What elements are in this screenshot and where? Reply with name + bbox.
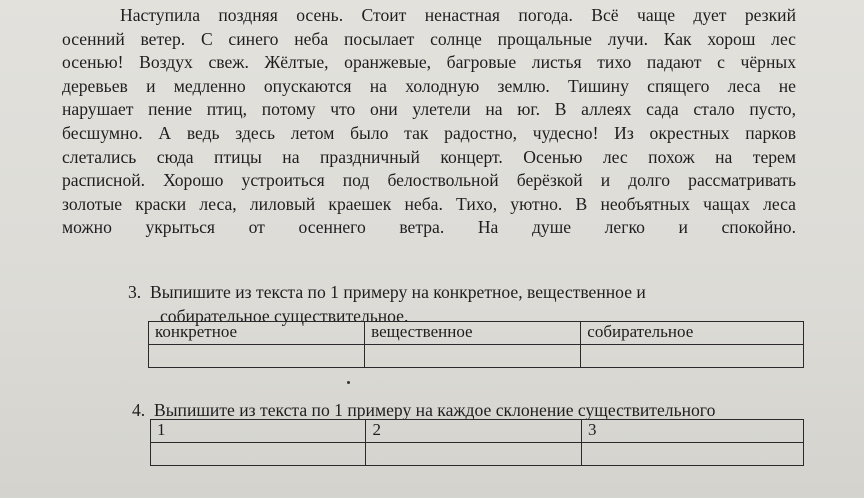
task-3-text-cont: собирательное существительное. — [160, 306, 409, 326]
passage-line: слетались сюда птицы на праздничный концерт. Осенью лес похож на терем — [62, 146, 796, 167]
passage-line: осенью! Воздух свеж. Жёлтые, оранжевые, багровые листья тихо падают с чёрных — [62, 52, 796, 73]
passage-line: нарушает пение птиц, потому что они улетели на юг. В аллеях сада стало пусто, — [62, 99, 796, 120]
table-header-cell: 1 — [151, 420, 366, 443]
task-4-text: Выпишите из текста по 1 примеру на каждое склонение существительного — [154, 400, 716, 420]
answer-cell[interactable] — [151, 443, 366, 466]
passage-line: можно укрыться от осеннего ветра. На душе легко и спокойно. — [62, 217, 796, 238]
answer-cell[interactable] — [149, 345, 365, 368]
passage-line: расписной. Хорошо устроиться под белоствольной берёзкой и долго рассматривать — [62, 170, 796, 191]
reading-passage — [62, 4, 796, 240]
table-header-cell: вещественное — [365, 322, 581, 345]
table-header-cell: конкретное — [149, 322, 365, 345]
task-3-number: 3. — [128, 282, 142, 302]
table-header-cell: 3 — [581, 420, 803, 443]
answer-cell[interactable] — [581, 345, 804, 368]
answer-cell[interactable] — [366, 443, 581, 466]
passage-line: Наступила поздняя осень. Стоит ненастная погода. Всё чаще дует резкий — [120, 5, 796, 25]
task-3-table — [148, 321, 804, 368]
table-header-row — [151, 420, 804, 443]
passage-line: деревьев и медленно опускаются на холодную землю. Тишину спящего леса не — [62, 75, 796, 96]
task-4-number: 4. — [132, 400, 146, 420]
table-row — [149, 345, 804, 368]
passage-line: бесшумно. А ведь здесь летом было так радостно, чудесно! Из окрестных парков — [62, 122, 796, 143]
ink-dot — [347, 381, 350, 384]
task-3-text: Выпишите из текста по 1 примеру на конкретное, вещественное и — [150, 282, 646, 302]
task-4-table — [150, 419, 804, 466]
table-row — [151, 443, 804, 466]
answer-cell[interactable] — [581, 443, 803, 466]
passage-line: осенний ветер. С синего неба посылает солнце прощальные лучи. Как хорош лес — [62, 28, 796, 49]
passage-line: золотые краски леса, лиловый краешек неба. Тихо, уютно. В необъятных чащах леса — [62, 193, 796, 214]
table-header-row — [149, 322, 804, 345]
table-header-cell: 2 — [366, 420, 581, 443]
answer-cell[interactable] — [365, 345, 581, 368]
table-header-cell: собирательное — [581, 322, 804, 345]
